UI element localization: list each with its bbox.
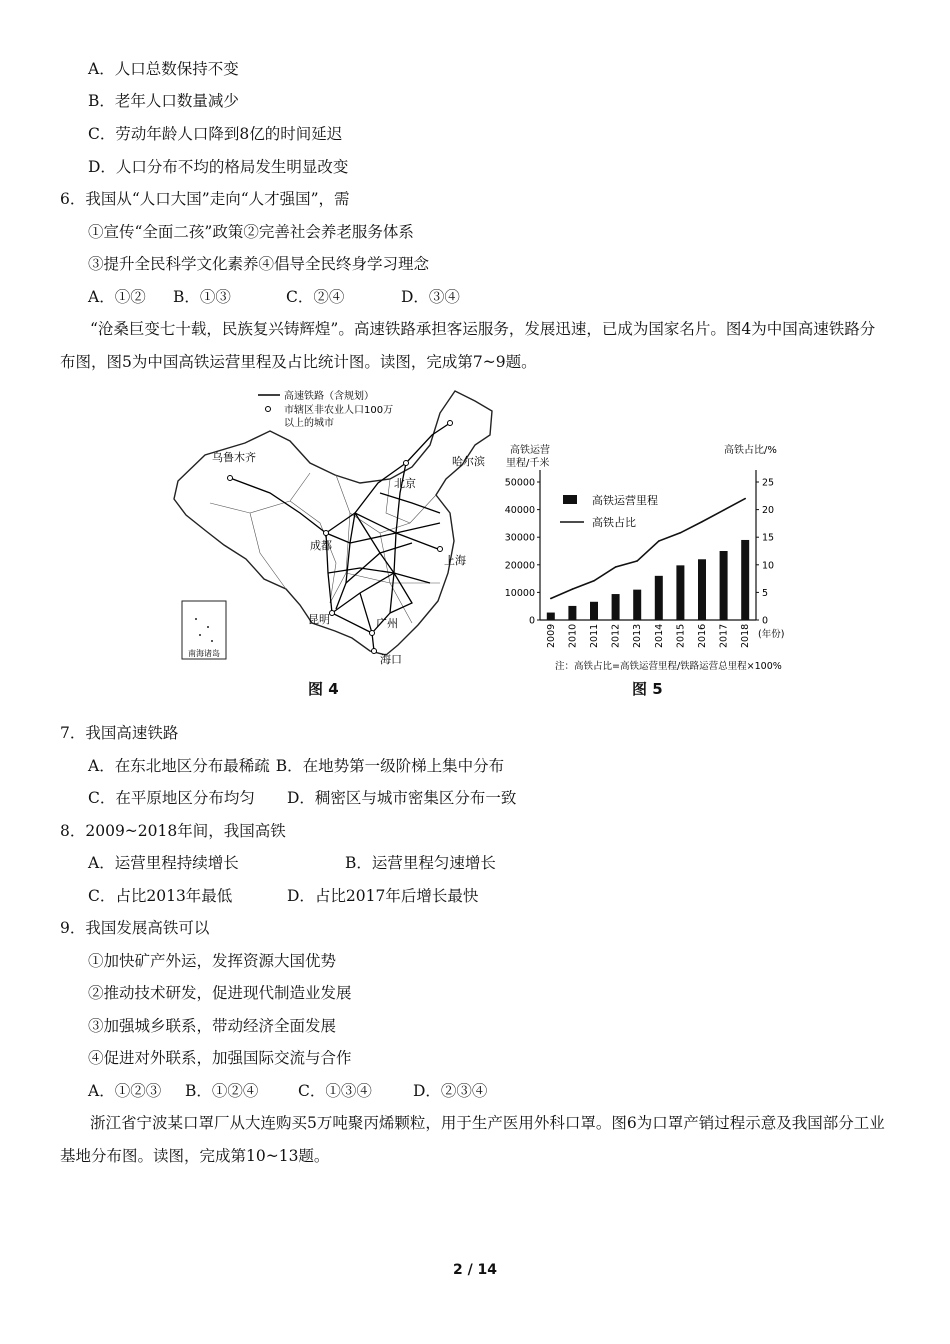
y-tick-label-right: 25 (762, 477, 775, 489)
y-tick-label-left: 20000 (504, 560, 535, 572)
bar-2010 (568, 606, 576, 620)
q9-item-3: ③加强城乡联系，带动经济全面发展 (88, 1017, 337, 1035)
q7-options-ab (88, 756, 504, 776)
x-tick-label: 2015 (675, 623, 687, 648)
q6-option-a: A．①② (88, 288, 146, 306)
q6-item-1: ①宣传“全面二孩”政策②完善社会养老服务体系 (88, 223, 414, 241)
x-axis-label: (年份) (758, 629, 785, 640)
x-tick-label: 2010 (567, 623, 579, 648)
city-chengdu: 成都 (310, 539, 332, 552)
bar-2013 (633, 590, 641, 620)
q9-option-b: B．①②④ (185, 1082, 259, 1100)
x-tick-label: 2014 (653, 623, 665, 648)
share-point-2014 (658, 540, 660, 542)
high-speed-rail-chart (498, 440, 798, 675)
x-tick-label: 2011 (589, 623, 600, 648)
q8-option-d: D．占比2017年后增长最快 (287, 887, 479, 905)
bar-2016 (698, 559, 706, 620)
legend-city-1: 市辖区非农业人口100万 (284, 405, 394, 416)
y-tick-label-right: 10 (762, 560, 775, 572)
share-point-2018 (744, 498, 746, 500)
city-guangzhou: 广州 (376, 617, 398, 630)
q6-stem: 6．我国从“人口大国”走向“人才强国”，需 (60, 190, 350, 208)
q8-stem: 8．2009~2018年间，我国高铁 (60, 822, 286, 840)
q9-option-a: A．①②③ (88, 1082, 162, 1100)
q9-option-c: C．①③④ (298, 1082, 372, 1100)
bar-2012 (612, 594, 620, 620)
share-point-2012 (615, 566, 617, 568)
y-tick-label-right: 15 (762, 532, 775, 544)
city-haikou: 海口 (380, 653, 402, 666)
share-point-2011 (593, 580, 595, 582)
q6-option-b: B．①③ (173, 288, 231, 306)
ylabel-left-1: 高铁运营 (510, 445, 550, 456)
share-point-2015 (680, 532, 682, 534)
chart-line (550, 498, 746, 600)
q9-options (88, 1081, 487, 1101)
chart-note: 注：高铁占比=高铁运营里程/铁路运营总里程×100% (555, 661, 782, 672)
q8-option-b: B．运营里程匀速增长 (345, 854, 496, 872)
q9-item-2: ②推动技术研发，促进现代制造业发展 (88, 984, 352, 1002)
q7-options-cd (88, 788, 516, 808)
legend-bar-label: 高铁运营里程 (592, 494, 658, 507)
x-tick-label: 2009 (545, 623, 557, 648)
q8-option-c: C．占比2013年最低 (88, 887, 233, 905)
ylabel-right: 高铁占比/% (724, 445, 777, 456)
intro-paragraph-1: “沧桑巨变七十载，民族复兴铸辉煌”。高速铁路承担客运服务，发展迅速，已成为国家名片。图4为中国高速铁路分布图，图5为中国高铁运营里程及占比统计图。读图，完成第7~9题。 (60, 320, 876, 371)
x-tick-label: 2016 (697, 623, 708, 648)
bar-2017 (720, 551, 728, 620)
bar-2018 (741, 540, 749, 620)
q9-item-4: ④促进对外联系，加强国际交流与合作 (88, 1049, 352, 1067)
inset-label: 南海诸岛 (188, 649, 220, 658)
y-tick-label-left: 0 (528, 615, 535, 627)
share-point-2017 (723, 509, 725, 511)
share-point-2010 (572, 588, 574, 590)
q6-option-d: D．③④ (401, 288, 460, 306)
x-tick-label: 2012 (610, 623, 622, 648)
bar-2009 (547, 613, 555, 620)
bar-2015 (676, 565, 684, 620)
city-shanghai: 上海 (444, 554, 466, 567)
q6-item-2: ③提升全民科学文化素养④倡导全民终身学习理念 (88, 255, 430, 273)
q9-stem: 9．我国发展高铁可以 (60, 919, 210, 937)
q8-options-ab (88, 853, 496, 873)
bar-2014 (655, 576, 663, 620)
legend-city-2: 以上的城市 (284, 418, 334, 429)
share-point-2009 (550, 598, 552, 600)
x-tick-label: 2013 (632, 623, 644, 648)
x-tick-label: 2018 (740, 623, 752, 648)
q6-option-c: C．②④ (286, 288, 345, 306)
city-harbin: 哈尔滨 (452, 455, 485, 468)
legend-dot-sample (266, 407, 271, 412)
q9-item-1: ①加快矿产外运，发挥资源大国优势 (88, 952, 337, 970)
share-point-2016 (701, 521, 703, 523)
intro-paragraph-2: 浙江省宁波某口罩厂从大连购买5万吨聚丙烯颗粒，用于生产医用外科口罩。图6为口罩产销过程示意及我国部分工业基地分布图。读图，完成第10~13题。 (60, 1114, 885, 1165)
q7-option-d: D．稠密区与城市密集区分布一致 (287, 789, 517, 807)
y-tick-label-left: 10000 (504, 587, 535, 599)
q5-option-b: B．老年人口数量减少 (88, 92, 239, 110)
y-tick-label-right: 20 (762, 505, 775, 517)
ylabel-left-2: 里程/千米 (506, 458, 550, 469)
y-tick-label-left: 40000 (504, 505, 535, 517)
fig5-caption: 图 5 (632, 680, 663, 698)
legend-line-label: 高铁占比 (592, 516, 636, 529)
q8-options-cd (88, 886, 478, 906)
y-tick-label-right: 5 (762, 587, 769, 599)
high-speed-rail-map (150, 383, 495, 675)
share-point-2013 (636, 560, 638, 562)
q6-options (88, 287, 460, 307)
q5-option-a: A．人口总数保持不变 (88, 60, 239, 78)
q7-stem: 7．我国高速铁路 (60, 724, 179, 742)
x-tick-label: 2017 (718, 623, 730, 648)
q7-option-a: A．在东北地区分布最稀疏 (88, 757, 270, 775)
q7-option-b: B．在地势第一级阶梯上集中分布 (275, 757, 505, 775)
fig4-caption: 图 4 (308, 680, 339, 698)
q9-option-d: D．②③④ (413, 1082, 488, 1100)
legend-rail: 高速铁路（含规划） (284, 391, 374, 402)
page-number: 2 / 14 (452, 1262, 498, 1278)
q5-option-c: C．劳动年龄人口降到8亿的时间延迟 (88, 125, 343, 143)
q7-option-c: C．在平原地区分布均匀 (88, 789, 255, 807)
city-beijing: 北京 (394, 477, 416, 490)
share-line (551, 499, 745, 599)
q5-option-d: D．人口分布不均的格局发生明显改变 (88, 158, 349, 176)
y-tick-label-left: 30000 (504, 532, 535, 544)
city-kunming: 昆明 (308, 613, 330, 626)
city-urumqi: 乌鲁木齐 (212, 451, 256, 464)
bar-2011 (590, 602, 598, 620)
legend-bar-sample (563, 495, 577, 504)
q8-option-a: A．运营里程持续增长 (88, 854, 239, 872)
y-tick-label-left: 50000 (504, 477, 535, 489)
y-tick-label-right: 0 (762, 615, 769, 627)
